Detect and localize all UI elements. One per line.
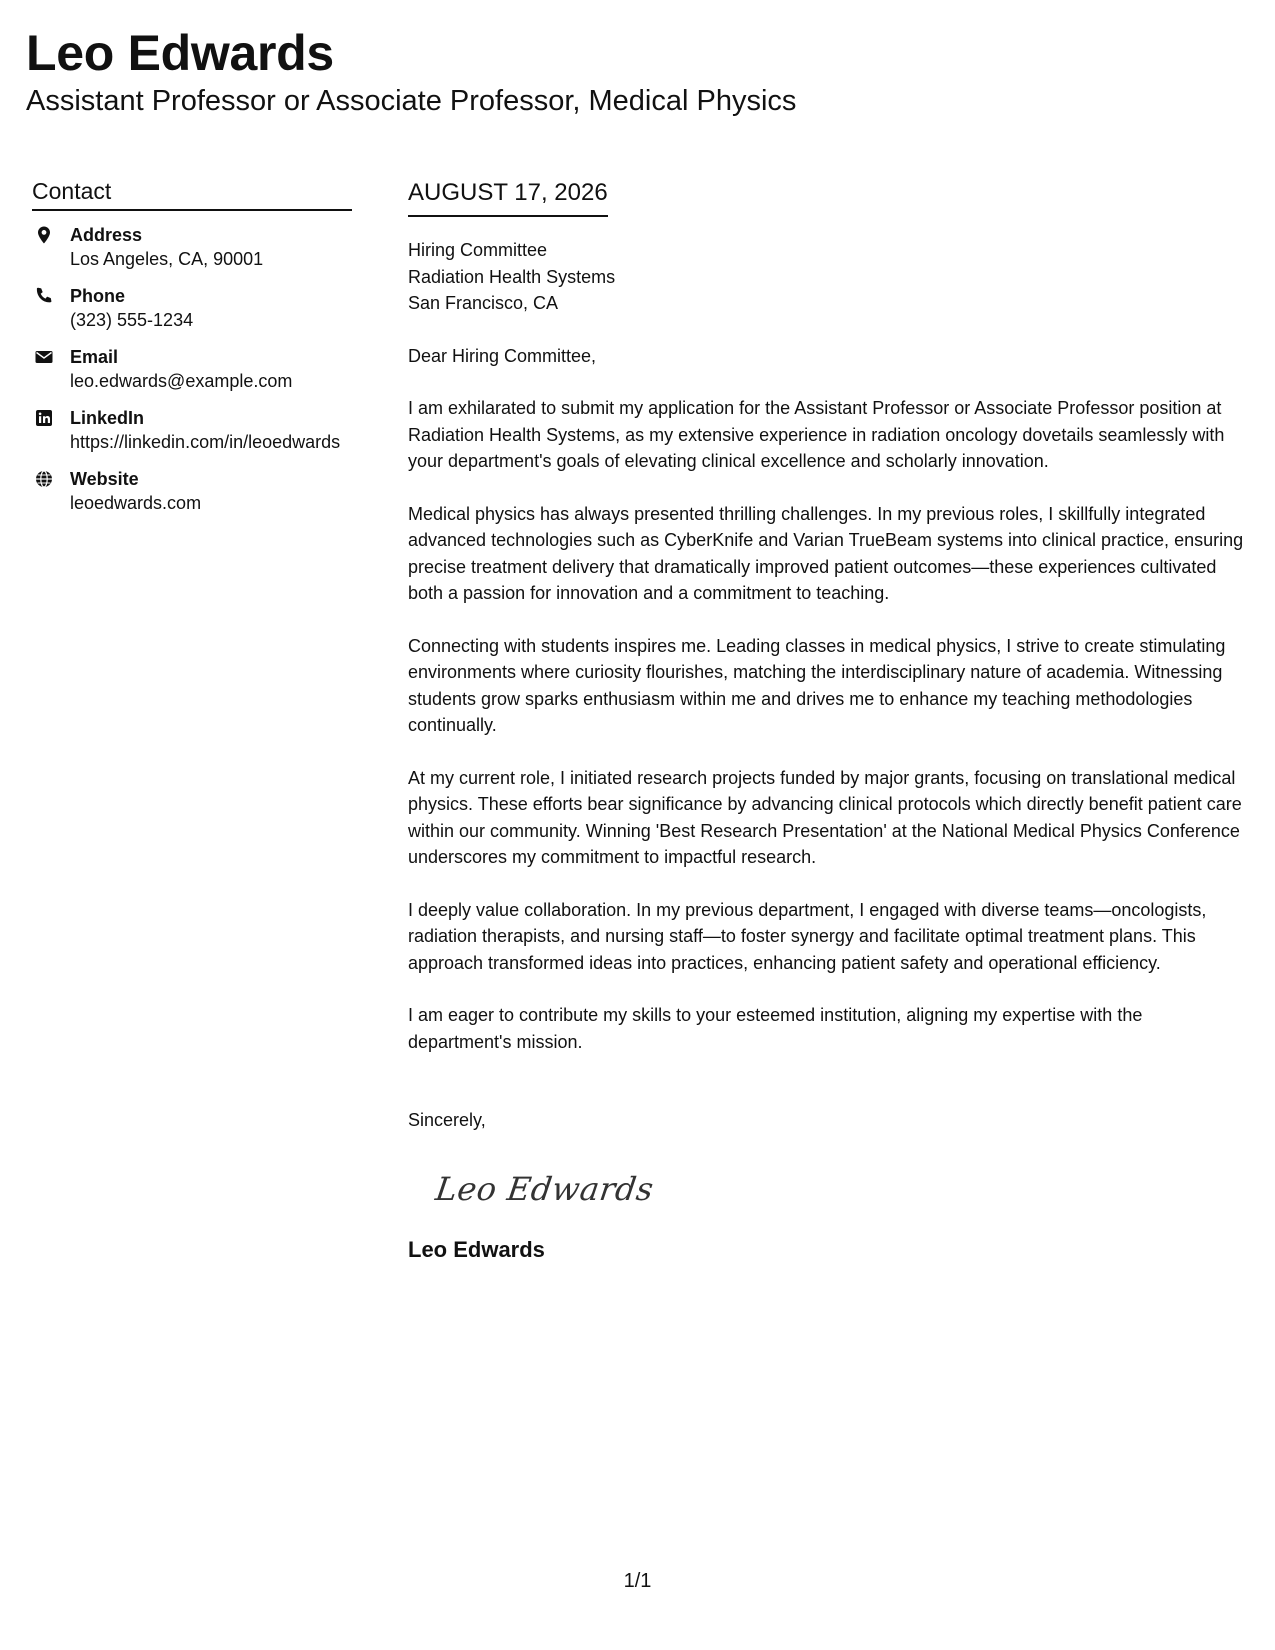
recipient-line: San Francisco, CA [408,293,559,313]
contact-value: (323) 555-1234 [70,310,194,330]
contact-value: https://linkedin.com/in/leoedwards [70,432,341,452]
contact-heading: Contact [32,177,352,211]
letter-paragraph: At my current role, I initiated research projects funded by major grants, focusing on translational medical physics. These efforts bear significance by advancing clinical protocols which directly benefit patient care within our community. Winning 'Best Research Presentation' at the National Medical Physics Conference underscores my commitment to impactful research. [408,767,1242,867]
signer-name: Leo Edwards [408,1236,545,1262]
page-number: 1/1 [623,1570,652,1592]
map-pin-icon [34,225,54,245]
contact-phone [32,284,352,332]
signature-text: Leo Edwards [433,1169,657,1208]
contact-address [32,223,352,271]
letter-body [408,177,1248,1264]
letter-paragraph: I deeply value collaboration. In my previous department, I engaged with diverse teams—oncologists, radiation therapists, and nursing staff—to foster synergy and facilitate optimal treatment plans. This approach transformed ideas into practices, enhancing patient safety and operational efficiency. [408,899,1207,973]
applicant-name: Leo Edwards [26,25,334,81]
contact-website [32,467,352,515]
recipient-line: Hiring Committee [408,240,548,260]
letter-header [26,22,1226,118]
closing: Sincerely, [408,1110,486,1130]
letter-date: AUGUST 17, 2026 [408,177,608,217]
contact-sidebar [32,177,352,528]
applicant-title: Assistant Professor or Associate Professor, Medical Physics [26,85,797,117]
salutation: Dear Hiring Committee, [408,345,597,366]
globe-icon [34,469,54,489]
contact-label: Email [70,347,119,367]
recipient-block [408,237,1248,317]
letter-paragraph: Connecting with students inspires me. Leading classes in medical physics, I strive to create stimulating environments where curiosity flourishes, matching the interdisciplinary nature of academia. Witnessing students grow sparks enthusiasm within me and drives me to enhance my teaching methodologies continually. [408,635,1226,735]
contact-linkedin [32,406,352,454]
letter-paragraph: Medical physics has always presented thrilling challenges. In my previous roles, I skillfully integrated advanced technologies such as CyberKnife and Varian TrueBeam systems into clinical practice, ensuring precise treatment delivery that dramatically improved patient outcomes—these experiences cultivated both a passion for innovation and a commitment to teaching. [408,503,1244,603]
contact-label: LinkedIn [70,408,145,428]
phone-icon [34,286,54,306]
linkedin-icon [34,408,54,428]
contact-value: leo.edwards@example.com [70,371,293,391]
contact-label: Website [70,469,139,489]
letter-paragraph: I am eager to contribute my skills to your esteemed institution, aligning my expertise with the department's mission. [408,1005,1143,1052]
envelope-icon [34,347,54,367]
recipient-line: Radiation Health Systems [408,266,616,287]
contact-label: Phone [70,286,126,306]
handwritten-signature [433,1160,1248,1216]
contact-value: Los Angeles, CA, 90001 [70,249,264,269]
letter-paragraph: I am exhilarated to submit my application for the Assistant Professor or Associate Professor position at Radiation Health Systems, as my extensive experience in radiation oncology dovetails seamlessly with your department's goals of elevating clinical excellence and scholarly innovation. [408,398,1225,471]
contact-value: leoedwards.com [70,493,202,513]
contact-label: Address [70,225,143,245]
contact-email [32,345,352,393]
